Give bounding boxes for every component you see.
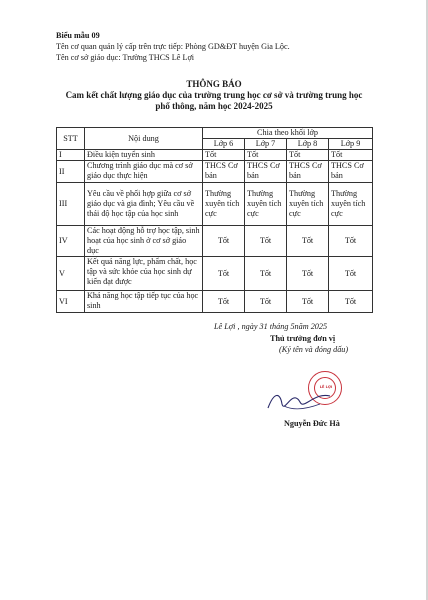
row-content: Chương trình giáo dục mà cơ sở giáo dục thực hiện: [85, 161, 203, 183]
row-value: Tốt: [245, 226, 287, 257]
header-grade-6: Lớp 6: [203, 139, 245, 150]
table-row: [57, 257, 373, 291]
row-value: Tốt: [287, 257, 329, 291]
row-value: Tốt: [203, 150, 245, 161]
row-value: Tốt: [329, 291, 373, 313]
table-header-row: [57, 128, 373, 139]
row-content: Yêu cầu về phối hợp giữa cơ sở giáo dục và gia đình; Yêu cầu về thái độ học tập của học sinh: [85, 183, 203, 226]
table-row: [57, 161, 373, 183]
row-value: Tốt: [245, 150, 287, 161]
row-content: Điều kiện tuyển sinh: [85, 150, 203, 161]
row-value: Thường xuyên tích cực: [287, 183, 329, 226]
row-value: Tốt: [203, 291, 245, 313]
header-grade-9: Lớp 9: [329, 139, 373, 150]
signer-name: Nguyễn Đức Hà: [284, 419, 340, 428]
header-grade-8: Lớp 8: [287, 139, 329, 150]
stamp-text: LÊ LỢI: [319, 385, 333, 389]
row-value: THCS Cơ bản: [245, 161, 287, 183]
header-grade-group: Chia theo khối lớp: [203, 128, 373, 139]
row-content: Kết quả năng lực, phẩm chất, học tập và sức khỏe của học sinh dự kiến đạt được: [85, 257, 203, 291]
document-subtitle-line2: phổ thông, năm học 2024-2025: [155, 101, 273, 111]
header-stt: STT: [57, 128, 85, 150]
sign-note: (Ký tên và đóng dấu): [279, 345, 349, 354]
quality-commitment-table: [56, 127, 373, 313]
form-label: Biểu mẫu 09: [56, 31, 100, 40]
row-value: THCS Cơ bản: [329, 161, 373, 183]
table-row: [57, 226, 373, 257]
row-value: Tốt: [203, 257, 245, 291]
table-row: [57, 150, 373, 161]
row-value: Thường xuyên tích cực: [329, 183, 373, 226]
handwritten-signature: [264, 386, 334, 416]
row-stt: V: [57, 257, 85, 291]
row-content: Các hoạt động hỗ trợ học tập, sinh hoạt của học sinh ở cơ sở giáo dục: [85, 226, 203, 257]
row-stt: I: [57, 150, 85, 161]
row-value: Thường xuyên tích cực: [203, 183, 245, 226]
row-value: THCS Cơ bản: [203, 161, 245, 183]
header-grade-7: Lớp 7: [245, 139, 287, 150]
row-value: Tốt: [329, 226, 373, 257]
table-row: [57, 291, 373, 313]
row-stt: III: [57, 183, 85, 226]
table-row: [57, 183, 373, 226]
document-subtitle-line1: Cam kết chất lượng giáo dục của trường trung học cơ sở và trường trung học: [65, 90, 363, 100]
row-value: Thường xuyên tích cực: [245, 183, 287, 226]
row-value: Tốt: [287, 291, 329, 313]
row-value: Tốt: [245, 257, 287, 291]
row-value: Tốt: [287, 150, 329, 161]
school-line: Tên cơ sở giáo dục: Trường THCS Lê Lợi: [56, 53, 195, 62]
date-line: Lê Lợi , ngày 31 tháng 5năm 2025: [214, 322, 328, 331]
row-value: Tốt: [245, 291, 287, 313]
signer-role: Thủ trưởng đơn vị: [270, 334, 336, 343]
row-stt: VI: [57, 291, 85, 313]
row-value: Tốt: [203, 226, 245, 257]
row-stt: II: [57, 161, 85, 183]
header-content: Nội dung: [85, 128, 203, 150]
row-stt: IV: [57, 226, 85, 257]
row-value: Tốt: [287, 226, 329, 257]
row-value: THCS Cơ bản: [287, 161, 329, 183]
row-value: Tốt: [329, 150, 373, 161]
authority-line: Tên cơ quan quản lý cấp trên trực tiếp: Phòng GD&ĐT huyện Gia Lộc.: [56, 42, 290, 51]
document-title: THÔNG BÁO: [186, 79, 242, 89]
row-value: Tốt: [329, 257, 373, 291]
row-content: Khả năng học tập tiếp tục của học sinh: [85, 291, 203, 313]
